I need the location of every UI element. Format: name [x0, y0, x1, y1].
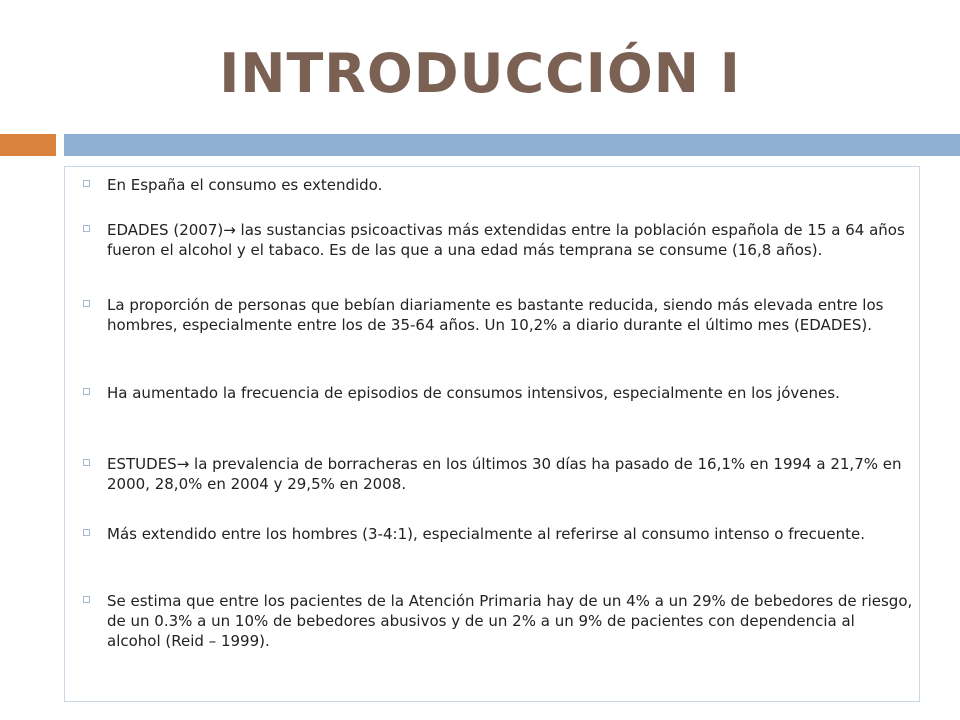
- bullet-text: La proporción de personas que bebían diariamente es bastante reducida, siendo más elevada entre los hombres, especialmente entre los de 35-64 años. Un 10,2% a diario durante el último mes (EDADES).: [107, 296, 884, 334]
- square-bullet-icon: [83, 596, 90, 603]
- content-box: [64, 166, 920, 702]
- bullet-item: [83, 175, 913, 195]
- accent-bar-blue: [64, 134, 960, 156]
- bullet-item: [83, 591, 913, 651]
- bullet-item: [83, 295, 913, 335]
- bullet-item: [83, 220, 913, 260]
- bullet-text: Ha aumentado la frecuencia de episodios de consumos intensivos, especialmente en los jóvenes.: [107, 384, 840, 402]
- accent-bar-orange: [0, 134, 56, 156]
- bullet-item: [83, 383, 913, 403]
- bullet-text: Se estima que entre los pacientes de la Atención Primaria hay de un 4% a un 29% de bebedores de riesgo, de un 0.3% a un 10% de bebedores abusivos y de un 2% a un 9% de pacientes con dependencia al alcohol (Reid – 1999).: [107, 592, 913, 650]
- square-bullet-icon: [83, 225, 90, 232]
- bullet-text: EDADES (2007)→ las sustancias psicoactivas más extendidas entre la población española de 15 a 64 años fueron el alcohol y el tabaco. Es de las que a una edad más temprana se consume (16,8 años).: [107, 221, 905, 259]
- bullet-item: [83, 454, 913, 494]
- slide-title: INTRODUCCIÓN I: [219, 42, 741, 105]
- square-bullet-icon: [83, 180, 90, 187]
- bullet-text: Más extendido entre los hombres (3-4:1), especialmente al referirse al consumo intenso o frecuente.: [107, 525, 865, 543]
- square-bullet-icon: [83, 388, 90, 395]
- bullet-text: ESTUDES→ la prevalencia de borracheras en los últimos 30 días ha pasado de 16,1% en 1994 a 21,7% en 2000, 28,0% en 2004 y 29,5% en 2008.: [107, 455, 902, 493]
- square-bullet-icon: [83, 529, 90, 536]
- bullet-item: [83, 524, 913, 544]
- square-bullet-icon: [83, 459, 90, 466]
- square-bullet-icon: [83, 300, 90, 307]
- bullet-text: En España el consumo es extendido.: [107, 176, 383, 194]
